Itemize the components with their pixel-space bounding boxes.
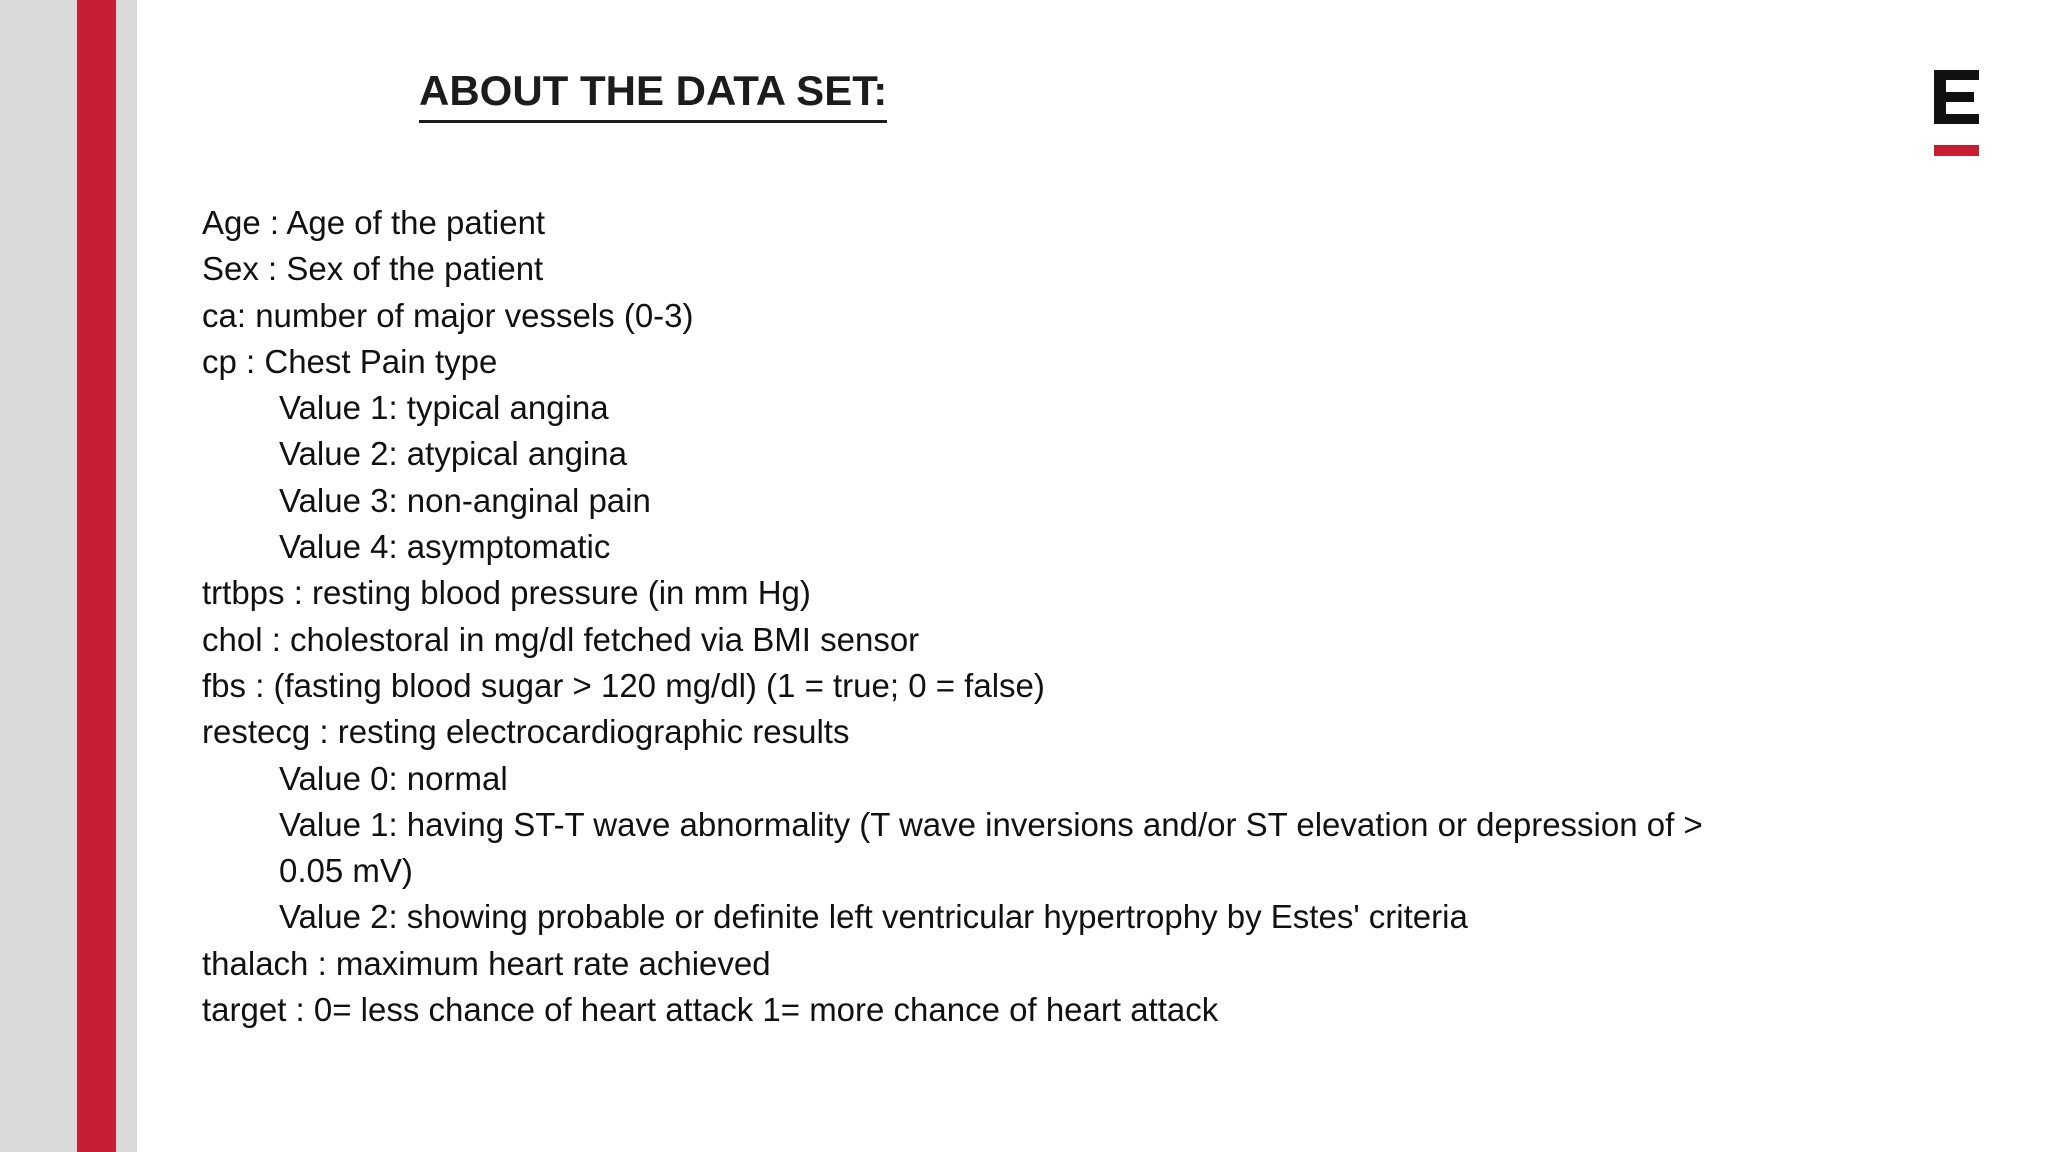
description-line: Sex : Sex of the patient [202,250,544,288]
description-line: target : 0= less chance of heart attack 1= more chance of heart attack [202,991,1219,1029]
brand-logo-icon [1934,70,1979,160]
description-sub-line: Value 2: showing probable or definite left ventricular hypertrophy by Estes' criteria [279,898,1468,936]
slide-title: ABOUT THE DATA SET: [419,62,887,123]
description-line: fbs : (fasting blood sugar > 120 mg/dl) (1 = true; 0 = false) [202,666,1045,704]
description-line: Age : Age of the patient [202,204,546,241]
left-gray-band [0,0,77,1152]
description-sub-line: Value 0: normal [279,759,508,797]
description-line: ca: number of major vessels (0-3) [202,296,694,334]
description-sub-line: Value 2: atypical angina [279,435,627,473]
left-red-band [77,0,116,1152]
description-line: trtbps : resting blood pressure (in mm Hg) [202,574,811,612]
description-sub-line: 0.05 mV) [279,852,413,890]
logo-e-middle-arm [1934,92,1974,102]
left-gray-stripe [116,0,137,1152]
description-sub-line: Value 1: having ST-T wave abnormality (T wave inversions and/or ST elevation or depression of > [279,805,1703,843]
logo-e-top-arm [1934,70,1979,80]
description-sub-line: Value 1: typical angina [279,389,609,427]
description-line: cp : Chest Pain type [202,342,498,380]
logo-red-bar [1934,145,1979,156]
description-sub-line: Value 4: asymptomatic [279,528,611,566]
description-sub-line: Value 3: non-anginal pain [279,481,651,519]
description-line: chol : cholestoral in mg/dl fetched via BMI sensor [202,620,920,658]
logo-e-bottom-arm [1934,114,1979,124]
dataset-description [202,200,1882,1033]
description-line: thalach : maximum heart rate achieved [202,944,771,982]
description-line: restecg : resting electrocardiographic results [202,713,850,751]
